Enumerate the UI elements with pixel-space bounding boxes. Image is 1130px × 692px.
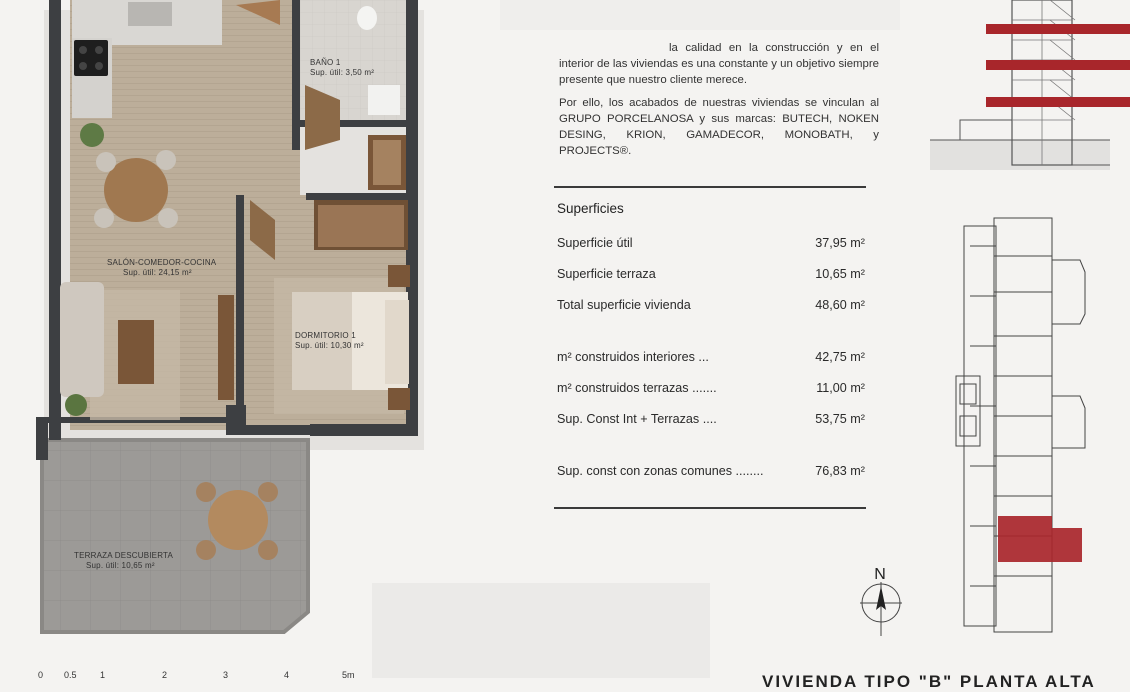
room-label-terraza — [74, 551, 173, 571]
page-footer-title: VIVIENDA TIPO "B" PLANTA ALTA — [762, 672, 1096, 691]
superficie-value: 48,60 m² — [815, 298, 865, 312]
building-site-plan — [950, 216, 1090, 636]
top-panel — [500, 0, 900, 30]
room-area: Sup. útil: 10,65 m² — [86, 561, 155, 570]
superficie-row — [557, 350, 865, 368]
room-area: Sup. útil: 10,30 m² — [295, 341, 364, 350]
scale-tick: 3 — [223, 670, 229, 680]
scale-tick: 1 — [100, 670, 106, 680]
room-name: SALÓN-COMEDOR-COCINA — [107, 258, 217, 267]
divider-bottom — [554, 507, 866, 509]
superficie-row — [557, 298, 865, 316]
room-name: TERRAZA DESCUBIERTA — [74, 551, 174, 560]
superficie-value: 42,75 m² — [815, 350, 865, 364]
room-area: Sup. útil: 24,15 m² — [123, 268, 192, 277]
scale-bar — [30, 670, 370, 680]
intro-paragraph-1: la calidad en la construcción y en el interior de las viviendas es una constante y un objetivo siempre presente que nuestro cliente merece. — [559, 42, 879, 86]
superficie-label: Sup. const con zonas comunes ........ — [557, 464, 764, 478]
room-name: DORMITORIO 1 — [295, 331, 356, 340]
scale-tick: 0 — [38, 670, 44, 680]
intro-paragraph-2: Por ello, los acabados de nuestras viviendas se vinculan al GRUPO PORCELANOSA y sus marcas: BUTECH, NOKEN DESING, KRION, GAMADECOR, MONOBATH, y PROJECTS®. — [559, 97, 879, 157]
scale-tick: 4 — [284, 670, 290, 680]
superficie-label: m² construidos terrazas ....... — [557, 381, 717, 395]
room-label-dormitorio — [295, 331, 364, 351]
superficie-label: Superficie útil — [557, 236, 633, 250]
superficie-value: 76,83 m² — [815, 464, 865, 478]
north-label: N — [874, 566, 886, 583]
floor-plan — [0, 0, 440, 678]
superficie-row — [557, 412, 865, 430]
superficie-label: m² construidos interiores ... — [557, 350, 709, 364]
room-label-bano — [310, 58, 374, 78]
superficie-label: Superficie terraza — [557, 267, 656, 281]
superficie-value: 53,75 m² — [815, 412, 865, 426]
scale-tick: 2 — [162, 670, 168, 680]
superficies-title: Superficies — [557, 201, 624, 216]
superficie-row — [557, 236, 865, 254]
superficie-value: 11,00 m² — [816, 381, 865, 395]
building-elevation-diagram — [930, 0, 1130, 175]
room-name: BAÑO 1 — [310, 58, 341, 67]
superficie-label: Sup. Const Int + Terrazas .... — [557, 412, 717, 426]
superficie-row — [557, 267, 865, 285]
divider-top — [554, 186, 866, 188]
room-area: Sup. útil: 3,50 m² — [310, 68, 375, 77]
intro-text — [559, 40, 879, 166]
compass-north-icon — [856, 562, 906, 638]
superficie-label: Total superficie vivienda — [557, 298, 691, 312]
superficie-row — [557, 464, 865, 482]
superficie-row — [557, 381, 865, 399]
scale-tick: 0.5 — [64, 670, 77, 680]
scale-tick: 5m — [342, 670, 355, 680]
room-label-salon — [107, 258, 216, 278]
superficie-value: 10,65 m² — [815, 267, 865, 281]
superficie-value: 37,95 m² — [815, 236, 865, 250]
